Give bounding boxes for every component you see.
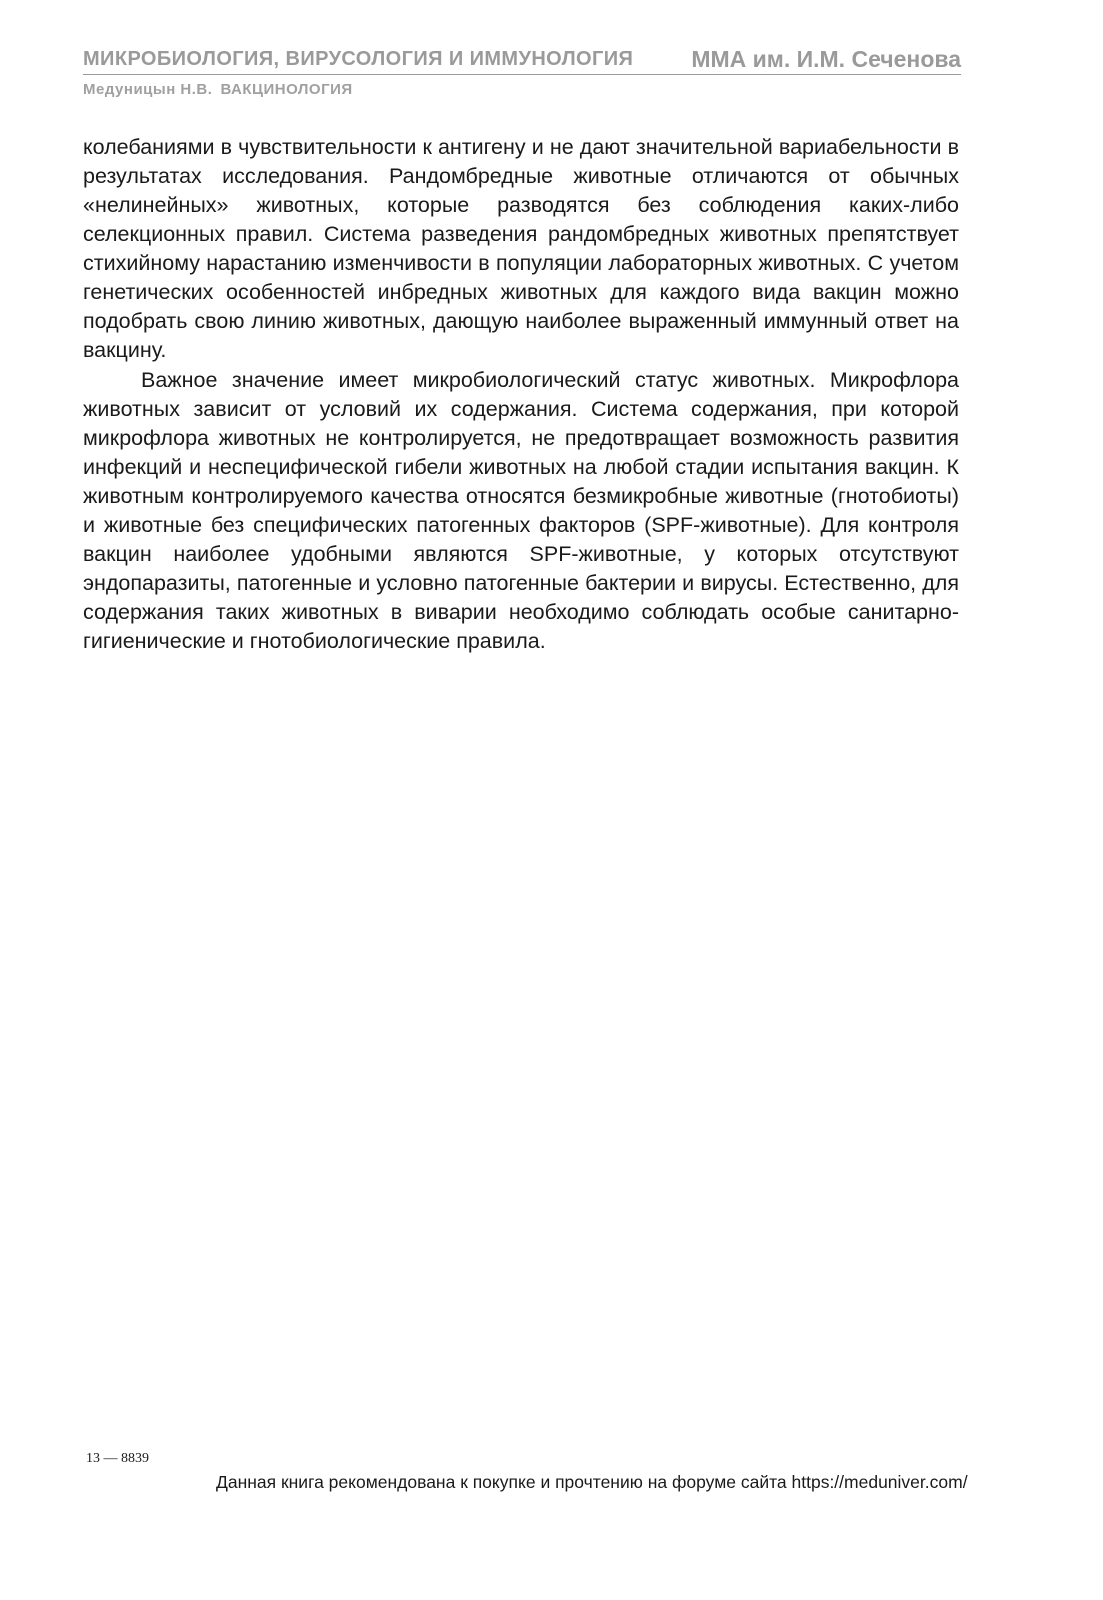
footer-note: Данная книга рекомендована к покупке и прочтению на форуме сайта https://meduniver.com/ [216, 1472, 968, 1492]
paragraph: Важное значение имеет микробиологический статус животных. Микрофлора животных зависит от условий их содержания. Система содержания, при которой микрофлора животных не контролируется, не предотвращает возможность развития инфекций и неспецифической гибели животных на любой стадии испытания вакцин. К животным контролируемого качества относятся безмикробные животные (гнотобиоты) и животные без специфических патогенных факторов (SPF-животные). Для контроля вакцин наиболее удобными являются SPF-животные, у которых отсутствуют эндопаразиты, патогенные и условно патогенные бактерии и вирусы. Естественно, для содержания таких животных в виварии необходимо соблюдать особые санитарно-гигиенические и гнотобиологические правила. [83, 368, 959, 653]
book-author-title [83, 81, 961, 98]
body-text [83, 133, 959, 656]
printer-signature: 13 — 8839 [86, 1451, 149, 1466]
running-header [83, 44, 961, 98]
paragraph-continued: колебаниями в чувствительности к антигену и не дают значительной вариабельности в результатах исследования. Рандомбредные животные отличаются от обычных «нелинейных» животных, которые разводятся без соблюдения каких-либо селекционных правил. Система разведения рандомбредных животных препятствует стихийному нарастанию изменчивости в популяции лабораторных животных. С учетом генетических особенностей инбредных животных для каждого вида вакцин можно подобрать свою линию животных, дающую наиболее выраженный иммунный ответ на вакцину. [83, 135, 959, 362]
header-title-row [83, 44, 961, 75]
author-name: Медуницын Н.В. [83, 81, 213, 98]
publisher-name: ММА им. И.М. Сеченова [691, 46, 961, 72]
series-title: МИКРОБИОЛОГИЯ, ВИРУСОЛОГИЯ И ИММУНОЛОГИЯ [83, 48, 634, 70]
book-title: ВАКЦИНОЛОГИЯ [220, 81, 353, 98]
